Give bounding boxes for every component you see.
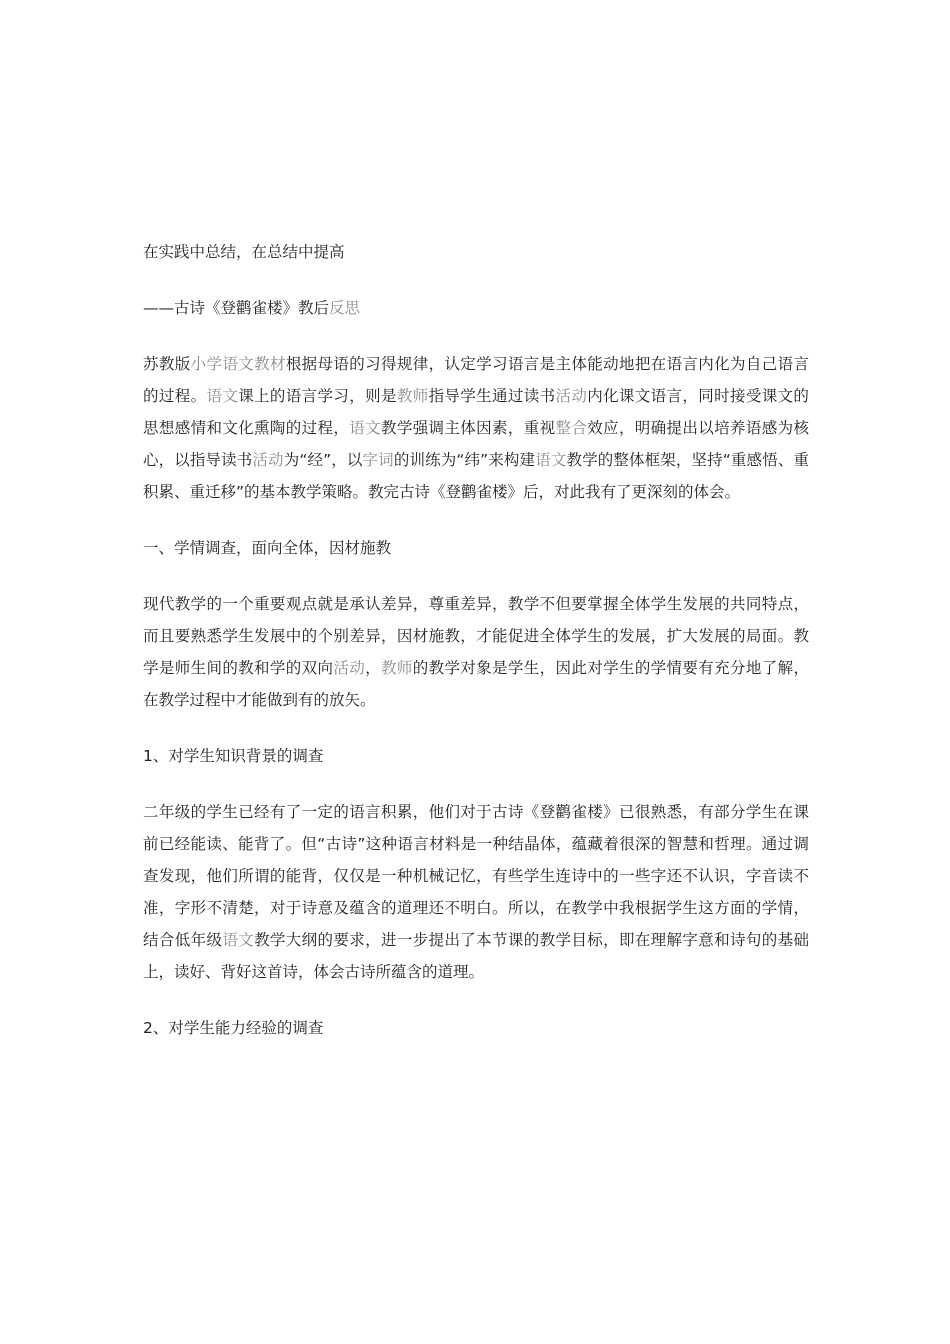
paragraph-text: 的教学对象是学生，因此对学生的学情要有充分地了解，在教学过程中才能做到有的放矢。: [143, 659, 809, 709]
inline-link[interactable]: 语文: [535, 451, 567, 469]
inline-link[interactable]: 语文: [206, 387, 239, 405]
paragraph-text: 教学强调主体因素，重视: [380, 419, 556, 437]
paragraph-text: 指导学生通过读书: [428, 387, 556, 405]
paragraph-text: 二年级的学生已经有了一定的语言积累，他们对于古诗《登鹳雀楼》已很熟悉，有部分学生在课前已经能读、能背了。但“古诗”这种语言材料是一种结晶体，蕴藏着很深的智慧和哲理。通过调查发现，他们所谓的能背，仅仅是一种机械记忆，有些学生连诗中的一些字还不认识，字音读不准，字形不清楚，对于诗意及蕴含的道理还不明白。所以，在教学中我根据学生这方面的学情，结合低年级: [143, 803, 809, 949]
inline-link[interactable]: 教师: [396, 387, 429, 405]
inline-link[interactable]: 教师: [380, 659, 413, 677]
paragraph-text: 效应，明确提出以培养语感为核心，以指导读书: [143, 419, 809, 469]
paragraph-text: 根据母语的习得规律，认定学习语言是主体能动地把在语言内化为自己语言的过程。: [143, 355, 809, 405]
inline-link[interactable]: 活动: [333, 659, 366, 677]
inline-link[interactable]: 活动: [555, 387, 588, 405]
subtitle-text: ——古诗《登鹳雀楼》教后: [143, 299, 330, 317]
paragraph-text: 教学大纲的要求，进一步提出了本节课的教学目标，即在理解字意和诗句的基础上，读好、背好这首诗，体会古诗所蕴含的道理。: [143, 931, 809, 981]
inline-link[interactable]: 活动: [252, 451, 284, 469]
document-subtitle: [143, 292, 809, 324]
paragraph-text: 现代教学的一个重要观点就是承认差异，尊重差异，教学不但要掌握全体学生发展的共同特点，而且要熟悉学生发展中的个别差异，因材施教，才能促进全体学生的发展，扩大发展的局面。教学是师生间的教和学的双向: [143, 595, 809, 677]
subsection-2-heading: 2、对学生能力经验的调查: [143, 1019, 324, 1037]
document-body: [143, 236, 809, 1044]
paragraph-text: 课上的语言学习，则是: [238, 387, 397, 405]
section-1-heading: 一、学情调查，面向全体，因材施教: [143, 539, 392, 557]
paragraph-text: 为“经”，以: [283, 451, 363, 469]
subtitle-link-reflection[interactable]: 反思: [329, 299, 361, 317]
inline-link[interactable]: 语文: [349, 419, 381, 437]
section-1-paragraph: [143, 588, 809, 716]
paragraph-text: 的训练为“纬”来构建: [393, 451, 536, 469]
paragraph-text: 内化课文语言，同时接受课文的思想感情和文化熏陶的过程，: [143, 387, 809, 437]
paragraph-text: 教学的整体框架，坚持“重感悟、重积累、重迁移”的基本教学策略。教完古诗《登鹳雀楼》后，对此我有了更深刻的体会。: [143, 451, 809, 501]
subsection-1-paragraph: [143, 796, 809, 988]
subsection-1-heading: 1、对学生知识背景的调查: [143, 747, 324, 765]
inline-link[interactable]: 小学语文教材: [190, 355, 286, 373]
inline-link[interactable]: 整合: [555, 419, 588, 437]
inline-link[interactable]: 字词: [362, 451, 394, 469]
inline-link[interactable]: 语文: [222, 931, 255, 949]
intro-paragraph: [143, 348, 809, 508]
document-title: 在实践中总结，在总结中提高: [143, 243, 345, 261]
paragraph-text: ，: [365, 659, 381, 677]
paragraph-text: 苏教版: [143, 355, 191, 373]
